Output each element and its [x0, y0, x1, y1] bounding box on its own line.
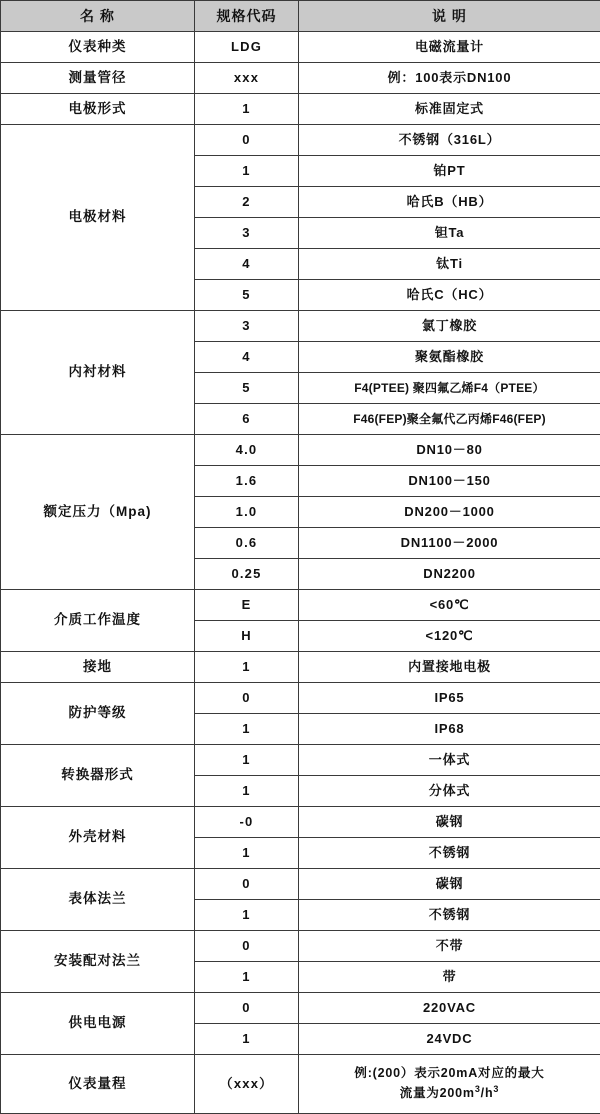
- row-desc: DN10－80: [299, 435, 600, 466]
- row-desc: DN200－1000: [299, 497, 600, 528]
- row-code: 1: [195, 900, 299, 931]
- row-desc: 220VAC: [299, 993, 600, 1024]
- row-desc: 碳钢: [299, 807, 600, 838]
- row-name-shell-material: 外壳材料: [1, 807, 195, 869]
- row-desc: 带: [299, 962, 600, 993]
- row-name-lining-material: 内衬材料: [1, 311, 195, 435]
- row-code: 0.25: [195, 559, 299, 590]
- row-code: 1: [195, 714, 299, 745]
- row-code: H: [195, 621, 299, 652]
- row-code: 0: [195, 125, 299, 156]
- range-note-line2-mid: /h: [481, 1087, 494, 1101]
- row-code: 1: [195, 962, 299, 993]
- row-code: 5: [195, 373, 299, 404]
- row-desc: 不锈钢: [299, 838, 600, 869]
- range-note-line2-pre: 流量为200m: [400, 1087, 475, 1101]
- row-desc: 碳钢: [299, 869, 600, 900]
- row-code: 1: [195, 1024, 299, 1055]
- row-desc: DN2200: [299, 559, 600, 590]
- row-desc: 例：100表示DN100: [299, 63, 600, 94]
- range-note-line2: [299, 1083, 600, 1104]
- row-name-body-flange: 表体法兰: [1, 869, 195, 931]
- row-code: （xxx）: [195, 1055, 299, 1114]
- row-code: xxx: [195, 63, 299, 94]
- row-desc: 铂PT: [299, 156, 600, 187]
- table-row: [1, 63, 600, 94]
- row-name: 电极形式: [1, 94, 195, 125]
- row-desc: DN1100－2000: [299, 528, 600, 559]
- row-code: 1.0: [195, 497, 299, 528]
- row-name-power-supply: 供电电源: [1, 993, 195, 1055]
- row-desc: <120℃: [299, 621, 600, 652]
- table-row: [1, 590, 600, 621]
- row-desc: 标准固定式: [299, 94, 600, 125]
- row-code: 1.6: [195, 466, 299, 497]
- row-code: 1: [195, 652, 299, 683]
- range-note-sup2: 3: [493, 1084, 499, 1094]
- row-desc: 不锈钢（316L）: [299, 125, 600, 156]
- row-code: 3: [195, 218, 299, 249]
- row-desc: 24VDC: [299, 1024, 600, 1055]
- table-row: [1, 32, 600, 63]
- table-body: [1, 32, 600, 1114]
- row-code: 0.6: [195, 528, 299, 559]
- header-desc: 说 明: [299, 1, 600, 32]
- row-desc: 钽Ta: [299, 218, 600, 249]
- row-name-protection-grade: 防护等级: [1, 683, 195, 745]
- row-name-electrode-material: 电极材料: [1, 125, 195, 311]
- table-row: [1, 435, 600, 466]
- row-code: 0: [195, 869, 299, 900]
- row-code: 1: [195, 776, 299, 807]
- row-desc: 氯丁橡胶: [299, 311, 600, 342]
- row-name-mating-flange: 安装配对法兰: [1, 931, 195, 993]
- row-name: 仪表种类: [1, 32, 195, 63]
- row-code: 6: [195, 404, 299, 435]
- table-row: [1, 311, 600, 342]
- row-code: 4: [195, 249, 299, 280]
- row-code: 4: [195, 342, 299, 373]
- row-code: 3: [195, 311, 299, 342]
- row-code: 1: [195, 94, 299, 125]
- table-row: [1, 807, 600, 838]
- table-row: [1, 869, 600, 900]
- row-desc: 不锈钢: [299, 900, 600, 931]
- table-row: [1, 94, 600, 125]
- row-code: 1: [195, 156, 299, 187]
- range-note-sup1: 3: [475, 1084, 481, 1094]
- row-desc: IP68: [299, 714, 600, 745]
- row-name-rated-pressure: 额定压力（Mpa): [1, 435, 195, 590]
- row-desc: 哈氏C（HC）: [299, 280, 600, 311]
- table-header: [1, 1, 600, 32]
- row-code: 1: [195, 745, 299, 776]
- row-code: 4.0: [195, 435, 299, 466]
- table-row: [1, 683, 600, 714]
- row-code: -0: [195, 807, 299, 838]
- row-name-medium-temperature: 介质工作温度: [1, 590, 195, 652]
- table-row: [1, 125, 600, 156]
- row-code: 1: [195, 838, 299, 869]
- header-name: 名 称: [1, 1, 195, 32]
- row-desc: 不带: [299, 931, 600, 962]
- row-name-instrument-range: 仪表量程: [1, 1055, 195, 1114]
- table-row: [1, 745, 600, 776]
- row-code: 2: [195, 187, 299, 218]
- row-desc-instrument-range: [299, 1055, 600, 1114]
- row-desc: DN100－150: [299, 466, 600, 497]
- row-name-converter-type: 转换器形式: [1, 745, 195, 807]
- row-code: 0: [195, 683, 299, 714]
- row-desc: <60℃: [299, 590, 600, 621]
- row-code: LDG: [195, 32, 299, 63]
- table-row: [1, 931, 600, 962]
- row-desc: 聚氨酯橡胶: [299, 342, 600, 373]
- table-row: [1, 652, 600, 683]
- table-row: [1, 1055, 600, 1114]
- row-desc: F46(FEP)聚全氟代乙丙烯F46(FEP): [299, 404, 600, 435]
- header-row: [1, 1, 600, 32]
- header-code: 规格代码: [195, 1, 299, 32]
- row-name: 测量管径: [1, 63, 195, 94]
- row-desc: F4(PTEE) 聚四氟乙烯F4（PTEE）: [299, 373, 600, 404]
- row-desc: 一体式: [299, 745, 600, 776]
- row-desc: 钛Ti: [299, 249, 600, 280]
- row-desc: 电磁流量计: [299, 32, 600, 63]
- row-code: E: [195, 590, 299, 621]
- row-code: 0: [195, 931, 299, 962]
- row-desc: 分体式: [299, 776, 600, 807]
- row-desc: 哈氏B（HB）: [299, 187, 600, 218]
- row-desc: 内置接地电极: [299, 652, 600, 683]
- row-name-grounding: 接地: [1, 652, 195, 683]
- row-desc: IP65: [299, 683, 600, 714]
- row-code: 0: [195, 993, 299, 1024]
- range-note-line1: 例:(200）表示20mA对应的最大: [299, 1064, 600, 1083]
- row-code: 5: [195, 280, 299, 311]
- table-row: [1, 993, 600, 1024]
